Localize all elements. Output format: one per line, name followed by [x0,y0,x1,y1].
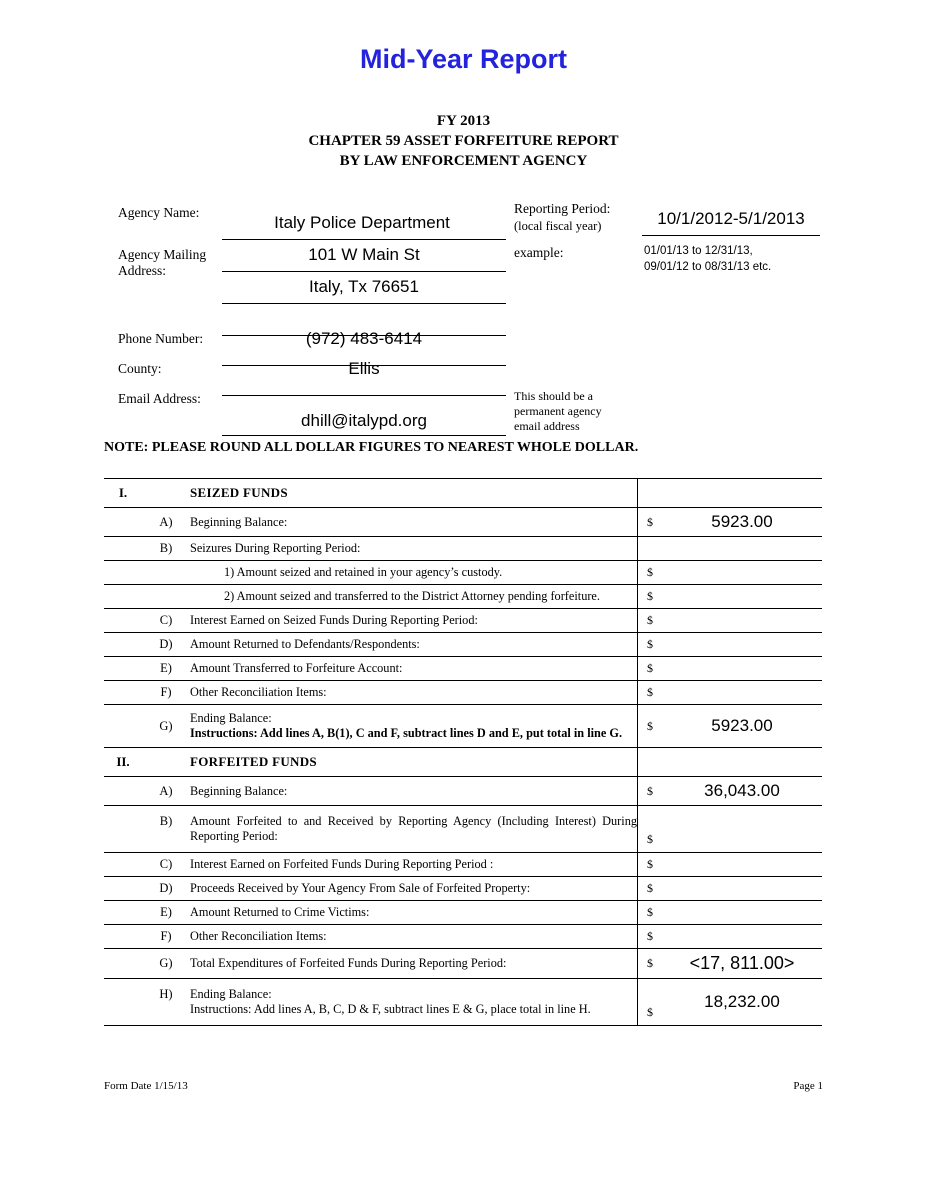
agency-name-rule [222,239,506,240]
row-section-spacer [104,681,142,705]
section-letter-spacer [142,748,190,777]
agency-address-rule-2 [222,303,506,304]
section-title: FORFEITED FUNDS [190,748,638,777]
row-letter: F) [142,925,190,949]
table-row [104,979,822,1026]
row-description: Interest Earned on Seized Funds During Reporting Period: [190,609,638,633]
row-description: Interest Earned on Forfeited Funds During Reporting Period : [190,853,638,877]
page-footer [104,1080,823,1092]
row-letter: G) [142,705,190,748]
section-title: SEIZED FUNDS [190,479,638,508]
phone-number-value[interactable]: (972) 483-6414 [305,329,423,348]
table-row [104,609,822,633]
row-section-spacer [104,949,142,979]
county-rule [222,395,506,396]
table-row [104,949,822,979]
row-dollar-sign: $ [638,925,663,949]
row-section-spacer [104,705,142,748]
row-section-spacer [104,979,142,1026]
section-number: I. [104,479,142,508]
row-dollar-sign: $ [638,657,663,681]
row-section-spacer [104,585,142,609]
table-row [104,508,822,537]
section-number: II. [104,748,142,777]
row-description: Amount Transferred to Forfeiture Account: [190,657,638,681]
row-amount[interactable] [662,537,822,561]
row-description: Beginning Balance: [190,508,638,537]
row-amount[interactable] [662,853,822,877]
table-row [104,705,822,748]
row-description-main: Ending Balance: [190,711,272,725]
agency-name-label: Agency Name: [118,205,200,220]
row-amount[interactable]: 5923.00 [662,705,822,748]
row-description: Proceeds Received by Your Agency From Sale of Forfeited Property: [190,877,638,901]
section-letter-spacer [142,479,190,508]
row-letter [142,585,190,609]
row-amount[interactable] [662,806,822,853]
row-dollar-sign [638,537,663,561]
agency-address-label-line2: Address: [118,263,166,278]
row-section-spacer [104,609,142,633]
row-letter [142,561,190,585]
table-row [104,537,822,561]
row-letter: H) [142,979,190,1026]
table-row [104,777,822,806]
row-amount[interactable] [662,877,822,901]
row-description: Beginning Balance: [190,777,638,806]
table-body [104,479,822,1026]
agency-address-line1[interactable]: 101 W Main St [308,245,420,264]
row-amount[interactable] [662,561,822,585]
row-section-spacer [104,561,142,585]
amount-cell [662,479,822,508]
table-row [104,853,822,877]
row-amount[interactable] [662,609,822,633]
email-note-line-1: This should be a [514,389,593,403]
row-dollar-sign: $ [638,901,663,925]
table-row [104,806,822,853]
section-header-row [104,748,822,777]
agency-info-block [0,193,927,443]
email-address-rule [222,435,506,436]
row-section-spacer [104,537,142,561]
row-section-spacer [104,777,142,806]
example-line-1: 01/01/13 to 12/31/13, [644,245,753,257]
dollar-sign-cell [638,748,663,777]
row-section-spacer [104,633,142,657]
table-row [104,585,822,609]
row-description: Amount Forfeited to and Received by Reporting Agency (Including Interest) During Reporting Period: [190,806,638,853]
example-line-2: 09/01/12 to 08/31/13 etc. [644,261,772,273]
page-number: Page 1 [793,1080,823,1092]
amount-cell [662,748,822,777]
example-label: example: [514,245,564,260]
row-letter: C) [142,609,190,633]
row-letter: C) [142,853,190,877]
county-value[interactable]: Ellis [348,359,380,378]
table-row [104,561,822,585]
row-dollar-sign: $ [638,777,663,806]
county-label: County: [118,361,162,376]
row-letter: D) [142,877,190,901]
row-section-spacer [104,925,142,949]
asset-forfeiture-table [104,478,822,1026]
row-description-instructions: Instructions: Add lines A, B(1), C and F, subtract lines D and E, put total in line G. [190,726,623,740]
row-dollar-sign: $ [638,853,663,877]
row-dollar-sign: $ [638,979,663,1026]
table-row [104,681,822,705]
row-amount[interactable] [662,681,822,705]
row-amount[interactable] [662,657,822,681]
row-description-instructions: Instructions: Add lines A, B, C, D & F, subtract lines E & G, place total in line H. [190,1002,591,1016]
table-row [104,633,822,657]
section-header-row [104,479,822,508]
row-dollar-sign: $ [638,508,663,537]
row-section-spacer [104,901,142,925]
form-heading [0,111,927,171]
row-description [190,979,638,1026]
table-row [104,925,822,949]
table-row [104,877,822,901]
dollar-sign-cell [638,479,663,508]
row-section-spacer [104,877,142,901]
reporting-period-value[interactable]: 10/1/2012-5/1/2013 [657,209,805,228]
email-note-line-3: email address [514,419,580,433]
row-amount[interactable]: <17, 811.00> [662,949,822,979]
row-letter: E) [142,657,190,681]
reporting-period-rule [642,235,820,236]
email-address-label: Email Address: [118,391,201,406]
agency-name-value[interactable]: Italy Police Department [274,213,450,232]
row-description: Seizures During Reporting Period: [190,537,638,561]
row-amount[interactable] [662,585,822,609]
row-dollar-sign: $ [638,806,663,853]
row-dollar-sign: $ [638,585,663,609]
row-dollar-sign: $ [638,705,663,748]
row-letter: A) [142,508,190,537]
form-date: Form Date 1/15/13 [104,1080,188,1092]
row-dollar-sign: $ [638,609,663,633]
agency-address-rule-1 [222,271,506,272]
table-row [104,657,822,681]
heading-line-1: FY 2013 [436,113,491,129]
row-amount[interactable] [662,633,822,657]
row-section-spacer [104,806,142,853]
agency-address-line2[interactable]: Italy, Tx 76651 [309,277,419,296]
row-amount[interactable]: 36,043.00 [662,777,822,806]
agency-address-label-line1: Agency Mailing [118,247,207,262]
rounding-note: NOTE: PLEASE ROUND ALL DOLLAR FIGURES TO NEAREST WHOLE DOLLAR. [104,440,639,455]
row-letter: B) [142,537,190,561]
row-description: Amount Returned to Crime Victims: [190,901,638,925]
row-description: Other Reconciliation Items: [190,681,638,705]
row-dollar-sign: $ [638,681,663,705]
page-title: Mid-Year Report [359,44,568,74]
row-description-main: Ending Balance: [190,987,272,1001]
row-letter: D) [142,633,190,657]
reporting-period-label-line2: (local fiscal year) [514,219,602,233]
heading-line-2: CHAPTER 59 ASSET FORFEITURE REPORT [308,133,619,149]
heading-line-3: BY LAW ENFORCEMENT AGENCY [339,153,588,169]
row-dollar-sign: $ [638,561,663,585]
row-dollar-sign: $ [638,633,663,657]
row-letter: B) [142,806,190,853]
row-description: Amount Returned to Defendants/Respondents: [190,633,638,657]
row-dollar-sign: $ [638,949,663,979]
row-amount[interactable] [662,901,822,925]
row-amount[interactable]: 18,232.00 [662,979,822,1026]
email-address-value[interactable]: dhill@italypd.org [301,411,427,430]
row-letter: G) [142,949,190,979]
row-description: 1) Amount seized and retained in your agency’s custody. [190,561,638,585]
row-section-spacer [104,657,142,681]
row-amount[interactable] [662,925,822,949]
row-section-spacer [104,853,142,877]
phone-number-label: Phone Number: [118,331,204,346]
row-dollar-sign: $ [638,877,663,901]
reporting-period-label-line1: Reporting Period: [514,201,611,216]
table-row [104,901,822,925]
row-letter: A) [142,777,190,806]
row-section-spacer [104,508,142,537]
row-amount[interactable]: 5923.00 [662,508,822,537]
row-description: Total Expenditures of Forfeited Funds During Reporting Period: [190,949,638,979]
row-letter: F) [142,681,190,705]
row-description [190,705,638,748]
row-description: Other Reconciliation Items: [190,925,638,949]
row-description: 2) Amount seized and transferred to the District Attorney pending forfeiture. [190,585,638,609]
email-note-line-2: permanent agency [514,404,602,418]
row-letter: E) [142,901,190,925]
